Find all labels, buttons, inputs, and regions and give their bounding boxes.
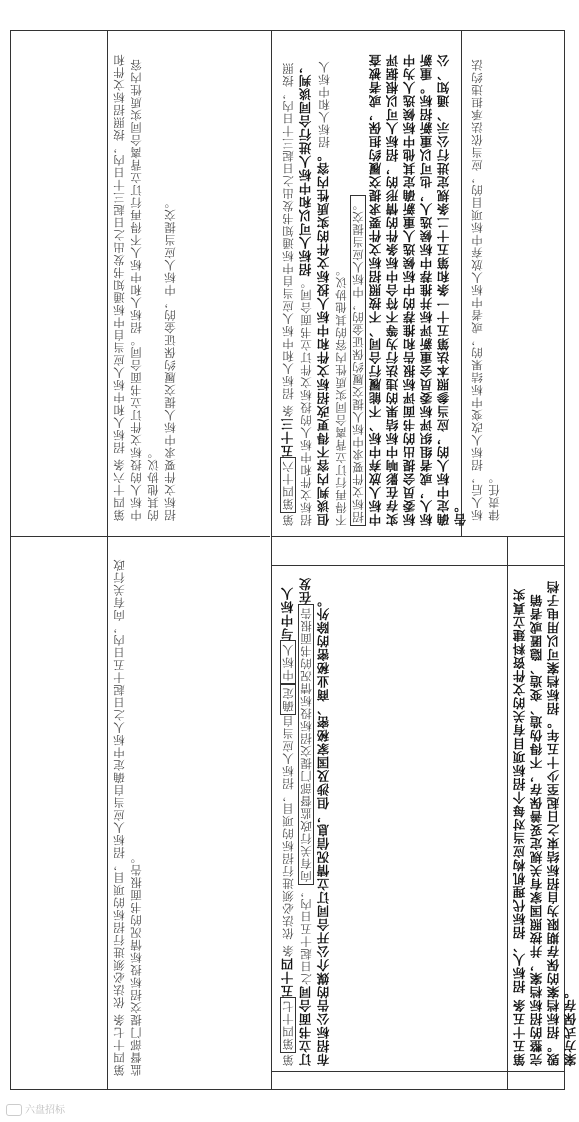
art54-suffix: 条 [281,944,295,957]
right-art53-cell [279,51,468,526]
art54-boxed-submit: 向有关行政监督部门提交招标投标情况的书面报告 [298,604,314,885]
left-art46-text: 招标人和中标人应当自中标通知书发出之日起三十日内，按照招标文件和中标人的投标文件订立书面合同。招标人和中标人不得再行订立背离合同实质性内容的其他协议。 [112,53,160,521]
art53-new-number: 五十三 [280,417,295,458]
art53-text: 招标人和中标人应当自中标通知书发出之日起三十日内，按照招标文件和中标人的投标文件订立书面合同。 [281,62,313,526]
right-art55-cell [511,576,578,1066]
left-art46-cell [111,51,261,521]
cell-divider-left-bottom [107,536,108,1089]
left-art46-number: 第四十六条 [112,458,126,521]
row-divider-right-1 [271,536,564,537]
art54-boxed-confirm: 确定 [280,684,296,715]
art55-number: 第五十五条 [512,998,527,1066]
art53-boxed-deposit: 招标文件要求中标人提交履约保证金的，中标人应当提交。 [350,195,366,526]
right-prev-tail: 标人后，招标人改变中标结果的，或者中标人放弃中标项目的，应当依法承担违约法律责任。 [470,58,501,521]
art53-added: 招标人可以和中标人进行合同谈判，但谈判内容不得更改招标文件和中标人投标文件的实质性内容。 [298,60,331,526]
art54-prefix: 第 [281,1053,295,1066]
left-art46-text2: 招标文件要求中标人提交履约保证金的，中标人应当提交。 [163,196,177,521]
left-art47-cell [111,556,261,1076]
row-divider-right-3 [271,1071,564,1072]
cell-divider-right-bottom [507,536,508,1089]
art53-prefix: 第 [281,513,295,526]
art54-added-with: 与中标人订立书面合同 [280,586,313,1066]
art53-old-number: 第四十六 [280,458,296,514]
row-divider-left [11,536,270,537]
art55-text: 招标人、招标代理机构应当对每个招标项目有关的文件资料建立真实完整的招标档案，并按照国家有关规定妥善保存，不得伪造、变造、隐匿或者销毁。招标档案的保存期限为自招标结束之日起至少十五年。招标档案可以用电子档案方式保存。 [512,580,578,1066]
comparison-table [10,30,578,1090]
right-art54-cell [279,576,499,1066]
art54-new-number: 五十四 [280,957,295,998]
column-divider [271,31,272,1089]
art54-boxed-winner: 中标人 [280,640,296,684]
watermark-icon [6,1104,22,1116]
art54-added-publish: 在发布招标公告的媒介公开合同订立情况信息， [298,577,331,1066]
right-prev-tail-cell [469,51,559,521]
row-divider-right-2 [271,565,564,566]
art53-suffix: 条 [281,404,295,417]
art54-old-number: 第四十七 [280,998,296,1054]
art53-added-para: 中标人放弃中标、不能履行合同、不按照招标文件要求提交履约担保，或者被查实存在影响中标结果的违法行为等不符合中标条件的情形的，招标人可以根据评标委员会提出的书面评标报告和推荐的中标候选人重新确定其他中标候选人为中标人，或者组织评标委员会重新评标并推荐中标候选人，也可以重新招标。重新确定中标人的，应当参照本法第五十一条和第五十二条规定进行公示、通知、公告。 [368,53,468,526]
cell-divider-left-top [107,31,108,536]
left-art47-number: 第四十七条 [112,1013,126,1076]
watermark-label: 六盘招标 [25,1105,65,1116]
art54-text-mid: 之日起十五日内， [299,885,313,985]
art54-added-secret: 但涉及国家秘密、商业秘密的除外。 [316,593,331,810]
watermark [6,1101,65,1116]
art54-text: 依法必须进行招标的项目，招标人应当自 [281,714,295,940]
left-art47-text: 依法必须进行招标的项目，招标人应当自确定中标人之日起十五日内，向有关行政监督部门提交招标投标情况的书面报告。 [112,558,143,1076]
art53-text2: 招标人和中标人不得再行订立背离合同实质性内容的其他协议。 [317,60,348,526]
